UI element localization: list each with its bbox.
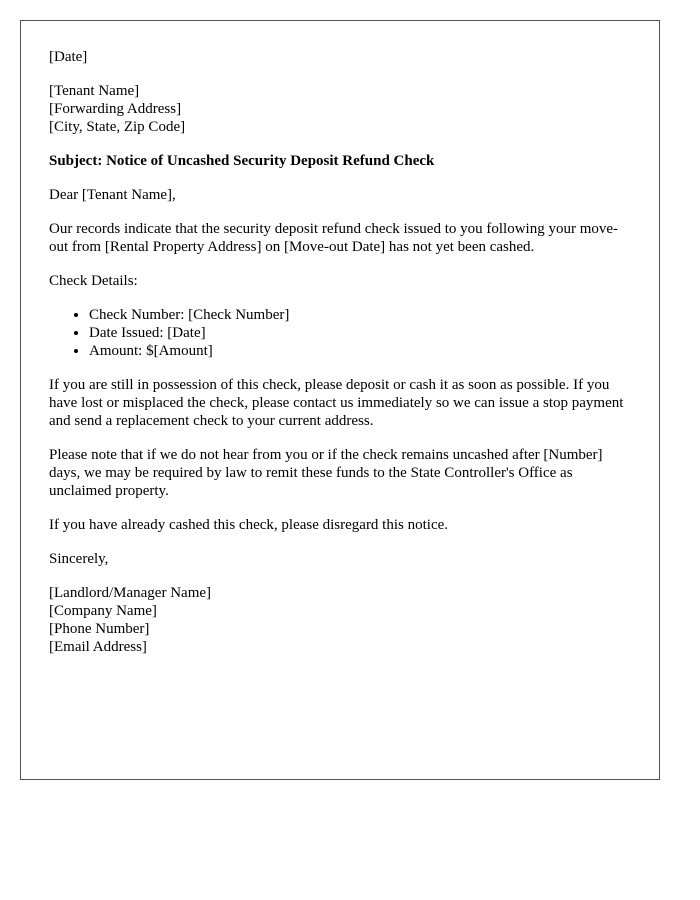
date-text: [Date] bbox=[49, 49, 88, 65]
instructions-paragraph: If you are still in possession of this check, please deposit or cash it as soon as possible. If you have lost or misplaced the check, please contact us immediately so we can issue a stop payment and send a replacement check to your current address. bbox=[49, 377, 624, 429]
closing: Sincerely, bbox=[49, 551, 109, 567]
recipient-city-state-zip: [City, State, Zip Code] bbox=[49, 119, 186, 135]
signature-block bbox=[49, 584, 631, 656]
check-details-item: • Date Issued: [Date] bbox=[89, 324, 631, 342]
signature-name: [Landlord/Manager Name] bbox=[49, 585, 212, 601]
recipient-address-block bbox=[49, 82, 631, 136]
unclaimed-property-paragraph: Please note that if we do not hear from you or if the check remains uncashed after [Number] days, we may be required by law to remit these funds to the State Controller's Office as unclaimed property. bbox=[49, 447, 603, 499]
letter-page bbox=[20, 20, 660, 780]
check-details-item: • Amount: $[Amount] bbox=[89, 342, 631, 360]
salutation: Dear [Tenant Name], bbox=[49, 187, 176, 203]
check-details-list bbox=[49, 306, 631, 360]
recipient-address: [Forwarding Address] bbox=[49, 101, 182, 117]
signature-company: [Company Name] bbox=[49, 603, 157, 619]
subject-line: Subject: Notice of Uncashed Security Deposit Refund Check bbox=[49, 153, 435, 169]
letter-date bbox=[49, 48, 631, 66]
check-details-item: • Check Number: [Check Number] bbox=[89, 306, 631, 324]
recipient-name: [Tenant Name] bbox=[49, 83, 140, 99]
signature-email: [Email Address] bbox=[49, 639, 147, 655]
signature-phone: [Phone Number] bbox=[49, 621, 150, 637]
intro-paragraph: Our records indicate that the security deposit refund check issued to you following your move-out from [Rental Property Address] on [Move-out Date] has not yet been cashed. bbox=[49, 221, 619, 255]
check-details-heading: Check Details: bbox=[49, 273, 138, 289]
disregard-paragraph: If you have already cashed this check, please disregard this notice. bbox=[49, 517, 449, 533]
